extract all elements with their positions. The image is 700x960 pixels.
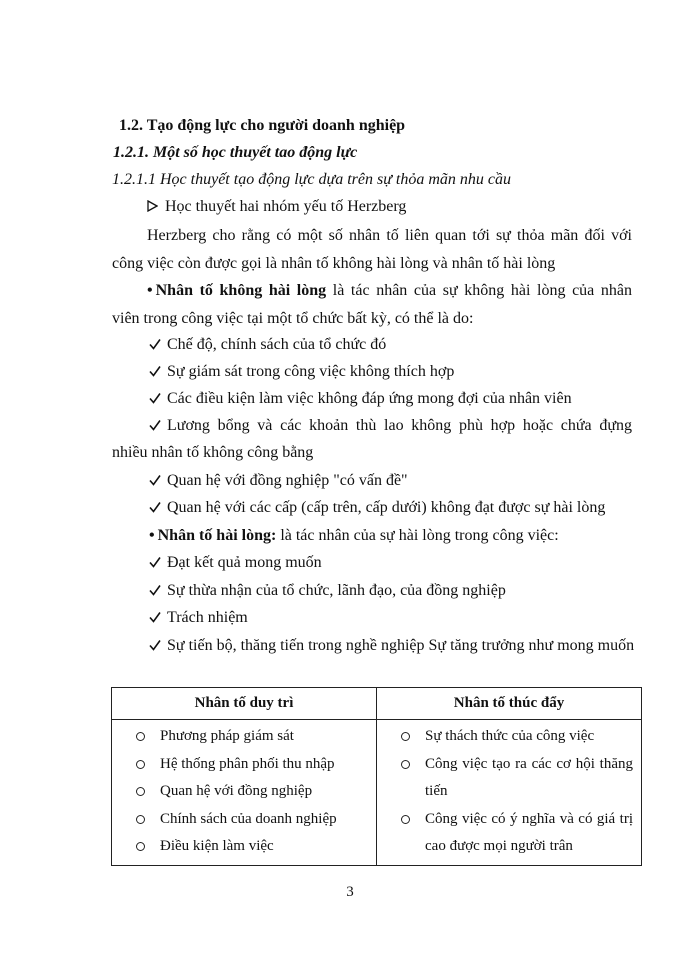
bullet-dot-icon: • [147, 282, 153, 299]
satisfiers-intro [149, 526, 559, 546]
table-header-motivation: Nhân tố thúc đẩy [377, 688, 642, 720]
check-icon [149, 636, 163, 656]
list-item: Hệ thống phân phối thu nhập [136, 751, 368, 779]
check-icon [149, 389, 163, 409]
heading-3: 1.2.1.1 Học thuyết tạo động lực dựa trên sự thỏa mãn nhu cầu [112, 171, 512, 188]
check-icon [149, 498, 163, 518]
circle-bullet-icon [136, 842, 145, 851]
circle-bullet-icon [136, 760, 145, 769]
list-item: Sự tiến bộ, thăng tiến trong nghề nghiệp Sự tăng trưởng như mong muốn [149, 636, 634, 656]
section-title: Học thuyết hai nhóm yếu tố Herzberg [165, 198, 407, 215]
dissatisfiers-intro [147, 281, 632, 301]
list-item: Chế độ, chính sách của tổ chức đó [149, 335, 386, 355]
arrow-bullet-icon [147, 197, 161, 217]
satisfiers-label: Nhân tố hài lòng: [157, 527, 277, 544]
motivation-factors-cell [377, 720, 642, 866]
list-item-continuation: nhiều nhân tố không công bằng [112, 444, 314, 461]
page-number: 3 [346, 884, 354, 900]
list-item: Phương pháp giám sát [136, 723, 368, 751]
list-item: Các điều kiện làm việc không đáp ứng mong đợi của nhân viên [149, 389, 572, 409]
check-icon [149, 335, 163, 355]
dissatisfiers-text-1: là tác nhân của sự không hài lòng của nhân [332, 282, 633, 299]
list-item: Công việc tạo ra các cơ hội thăng tiến [401, 751, 633, 806]
circle-bullet-icon [136, 732, 145, 741]
circle-bullet-icon [401, 815, 410, 824]
list-item: Sự thừa nhận của tổ chức, lãnh đạo, của đồng nghiệp [149, 581, 506, 601]
section-title-row [147, 197, 406, 217]
list-item: Đạt kết quả mong muốn [149, 553, 322, 573]
para1-line1: Herzberg cho rằng có một số nhân tố liên quan tới sự thỏa mãn đối với [147, 227, 632, 244]
list-item: Quan hệ với đồng nghiệp [136, 778, 368, 806]
list-item: Lương bổng và các khoản thù lao không phù hợp hoặc chứa đựng [149, 416, 632, 436]
list-item: Quan hệ với đồng nghiệp "có vấn đề" [149, 471, 408, 491]
dissatisfiers-label: Nhân tố không hài lòng [155, 282, 327, 299]
check-icon [149, 608, 163, 628]
list-item: Công việc có ý nghĩa và có giá trị cao được mọi người trân [401, 806, 633, 861]
bullet-dot-icon: • [149, 527, 155, 544]
check-icon [149, 362, 163, 382]
check-icon [149, 581, 163, 601]
circle-bullet-icon [136, 787, 145, 796]
circle-bullet-icon [401, 732, 410, 741]
list-item: Quan hệ với các cấp (cấp trên, cấp dưới) không đạt được sự hài lòng [149, 498, 605, 518]
check-icon [149, 553, 163, 573]
satisfiers-text: là tác nhân của sự hài lòng trong công việc: [280, 527, 559, 544]
check-icon [149, 416, 163, 436]
list-item: Chính sách của doanh nghiệp [136, 806, 368, 834]
list-item: Sự thách thức của công việc [401, 723, 633, 751]
heading-2: 1.2.1. Một số học thuyết tao động lực [113, 144, 358, 161]
dissatisfiers-text-2: viên trong công việc tại một tổ chức bất kỳ, có thể là do: [112, 310, 474, 327]
circle-bullet-icon [136, 815, 145, 824]
list-item: Trách nhiệm [149, 608, 248, 628]
circle-bullet-icon [401, 760, 410, 769]
heading-1: 1.2. Tạo động lực cho người doanh nghiệp [119, 117, 406, 134]
para1-line2: công việc còn được gọi là nhân tố không hài lòng và nhân tố hài lòng [112, 255, 556, 272]
herzberg-table [111, 687, 642, 866]
table-header-maintenance: Nhân tố duy trì [112, 688, 377, 720]
maintenance-factors-cell [112, 720, 377, 866]
list-item: Sự giám sát trong công việc không thích hợp [149, 362, 454, 382]
check-icon [149, 471, 163, 491]
list-item: Điều kiện làm việc [136, 833, 368, 861]
